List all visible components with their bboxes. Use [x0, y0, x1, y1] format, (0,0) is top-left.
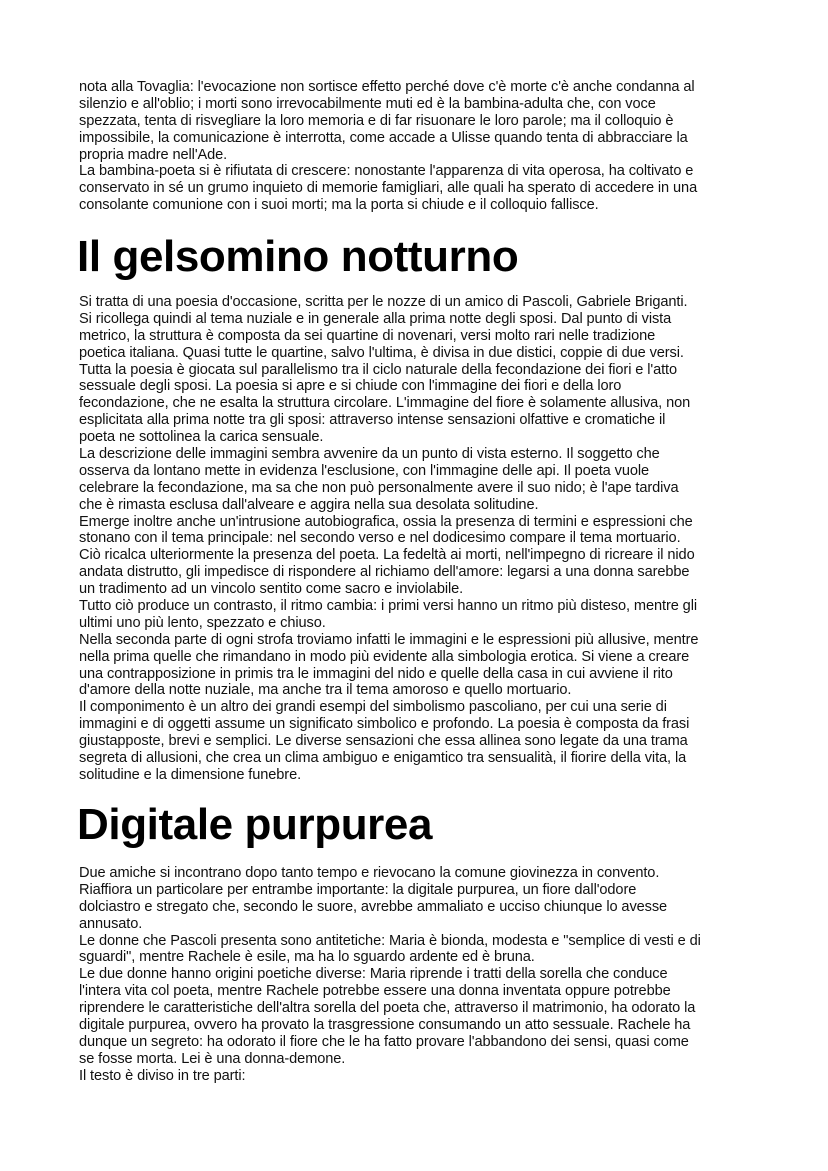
- paragraph: [79, 163, 779, 214]
- text-line: Si ricollega quindi al tema nuziale e in generale alla prima notte degli sposi. Dal punto di vista: [79, 310, 672, 327]
- paragraph: [79, 966, 779, 1067]
- text-line: immagini e di oggetti assume un significato simbolico e profondo. La poesia è composta da frasi: [79, 716, 690, 733]
- text-line: fecondazione, che ne esalta la struttura circolare. L'immagine del fiore è solamente allusiva, non: [79, 395, 691, 412]
- text-line: nella prima quelle che rimandano in modo più evidente alla simbologia erotica. Si viene a creare: [79, 648, 690, 665]
- text-line: consolante comunione con i suoi morti; ma la porta si chiude e il colloquio fallisce.: [79, 197, 599, 214]
- paragraph: [79, 514, 779, 598]
- text-line: La descrizione delle immagini sembra avvenire da un punto di vista esterno. Il soggetto che: [79, 446, 660, 463]
- text-line: giustapposte, brevi e semplici. Le diverse sensazioni che essa allinea sono legate da una trama: [79, 733, 688, 750]
- text-line: un tradimento ad un vincolo sentito come sacro e inviolabile.: [79, 581, 464, 598]
- text-line: dolciastro e stregato che, secondo le suore, avrebbe ammaliato e ucciso chiunque lo avesse: [79, 898, 668, 915]
- text-line: Le due donne hanno origini poetiche diverse: Maria riprende i tratti della sorella che conduce: [79, 966, 668, 983]
- text-line: conservato in sé un grumo inquieto di memorie famigliari, alle quali ha sperato di accedere in una: [79, 180, 698, 197]
- text-line: esplicitata alla prima notte tra gli sposi: attraverso intense sensazioni olfattive e cromatiche il: [79, 412, 666, 429]
- section-heading-digitale-purpurea: Digitale purpurea: [77, 800, 433, 849]
- text-line: La bambina-poeta si è rifiutata di crescere: nonostante l'apparenza di vita operosa, ha coltivato e: [79, 163, 694, 180]
- text-line: poeta ne sottolinea la carica sensuale.: [79, 429, 324, 446]
- text-line: impossibile, la comunicazione è interrotta, come accade a Ulisse quando tenta di abbracciare la: [79, 129, 688, 146]
- paragraph: [79, 294, 779, 446]
- text-line: Due amiche si incontrano dopo tanto tempo e rievocano la comune giovinezza in convento.: [79, 865, 660, 881]
- text-line: Il testo è diviso in tre parti:: [79, 1067, 246, 1084]
- text-line: solitudine e la dimensione funebre.: [79, 766, 302, 783]
- text-line: sessuale degli sposi. La poesia si apre e si chiude con l'immagine dei fiori e della loro: [79, 378, 622, 395]
- text-line: annusato.: [79, 915, 143, 932]
- text-line: nota alla Tovaglia: l'evocazione non sortisce effetto perché dove c'è morte c'è anche condanna al: [79, 79, 695, 95]
- text-line: celebrare la fecondazione, ma sa che non può personalmente avere il suo nido; è l'ape tardiva: [79, 479, 679, 496]
- paragraph: [79, 865, 779, 933]
- text-line: d'amore della notte nuziale, ma anche tra il tema amoroso e quello mortuario.: [79, 682, 572, 699]
- text-line: sguardi", mentre Rachele è esile, ma ha lo sguardo ardente ed è bruna.: [79, 949, 535, 966]
- text-line: Ciò ricalca ulteriormente la presenza del poeta. La fedeltà ai morti, nell'impegno di ricreare il nido: [79, 547, 695, 564]
- text-line: se fosse morta. Lei è una donna-demone.: [79, 1050, 346, 1067]
- text-line: osserva da lontano mette in evidenza l'esclusione, con l'immagine delle api. Il poeta vuole: [79, 462, 650, 479]
- text-line: silenzio e all'oblio; i morti sono irrevocabilmente muti ed è la bambina-adulta che, con voce: [79, 95, 656, 112]
- section-body-digitale-purpurea: [79, 865, 779, 1085]
- paragraph: [79, 446, 779, 514]
- section-body-gelsomino: [79, 294, 779, 784]
- intro-text-block: [79, 79, 779, 214]
- text-line: Riaffiora un particolare per entrambe importante: la digitale purpurea, un fiore dall'odore: [79, 881, 637, 898]
- paragraph: [79, 1068, 779, 1085]
- paragraph: [79, 699, 779, 783]
- text-line: Tutto ciò produce un contrasto, il ritmo cambia: i primi versi hanno un ritmo più disteso, mentre gli: [79, 598, 697, 615]
- text-line: spezzata, tenta di risvegliare la loro memoria e di far risuonare le loro parole; ma il colloquio è: [79, 112, 674, 129]
- text-line: Emerge inoltre anche un'intrusione autobiografica, ossia la presenza di termini e espressioni che: [79, 513, 693, 530]
- text-line: Le donne che Pascoli presenta sono antitetiche: Maria è bionda, modesta e "semplice di vesti e di: [79, 932, 701, 949]
- paragraph: [79, 632, 779, 700]
- text-line: una contrapposizione in primis tra le immagini del nido e quelle della casa in cui avviene il rito: [79, 665, 673, 682]
- text-line: riprendere le caratteristiche dell'altra sorella del poeta che, attraverso il matrimonio, ha odorato la: [79, 1000, 696, 1017]
- paragraph: [79, 79, 779, 163]
- text-line: stonano con il tema principale: nel secondo verso e nel dodicesimo compare il tema mortuario.: [79, 530, 681, 547]
- text-line: Tutta la poesia è giocata sul parallelismo tra il ciclo naturale della fecondazione dei fiori e l'atto: [79, 361, 678, 378]
- text-line: digitale purpurea, ovvero ha provato la trasgressione consumando un atto sessuale. Rachele ha: [79, 1017, 691, 1034]
- text-line: andata distrutto, gli impedisce di rispondere al richiamo dell'amore: legarsi a una donna sarebbe: [79, 564, 690, 581]
- text-line: metrico, la struttura è composta da sei quartine di novenari, versi molto rari nelle tradizione: [79, 327, 656, 344]
- section-heading-gelsomino: Il gelsomino notturno: [77, 232, 519, 281]
- paragraph: [79, 598, 779, 632]
- text-line: dunque un segreto: ha odorato il fiore che le ha fatto provare l'abbandono dei sensi, quasi come: [79, 1033, 689, 1050]
- text-line: propria madre nell'Ade.: [79, 146, 228, 163]
- text-line: segreta di allusioni, che crea un clima ambiguo e enigamtico tra sensualità, il fiorire della vita, la: [79, 750, 687, 767]
- paragraph: [79, 933, 779, 967]
- text-line: ultimi uno più lento, spezzato e chiuso.: [79, 614, 326, 631]
- text-line: l'intera vita col poeta, mentre Rachele potrebbe essere una donna inventata oppure potrebbe: [79, 983, 671, 1000]
- text-line: poetica italiana. Quasi tutte le quartine, salvo l'ultima, è divisa in due distici, coppie di due versi.: [79, 344, 684, 361]
- text-line: che è rimasta esclusa dall'alveare e aggira nella sua desolata solitudine.: [79, 496, 539, 513]
- text-line: Si tratta di una poesia d'occasione, scritta per le nozze di un amico di Pascoli, Gabriele Briganti.: [79, 294, 688, 310]
- text-line: Il componimento è un altro dei grandi esempi del simbolismo pascoliano, per cui una serie di: [79, 699, 667, 716]
- text-line: Nella seconda parte di ogni strofa troviamo infatti le immagini e le espressioni più allusive, mentre: [79, 631, 699, 648]
